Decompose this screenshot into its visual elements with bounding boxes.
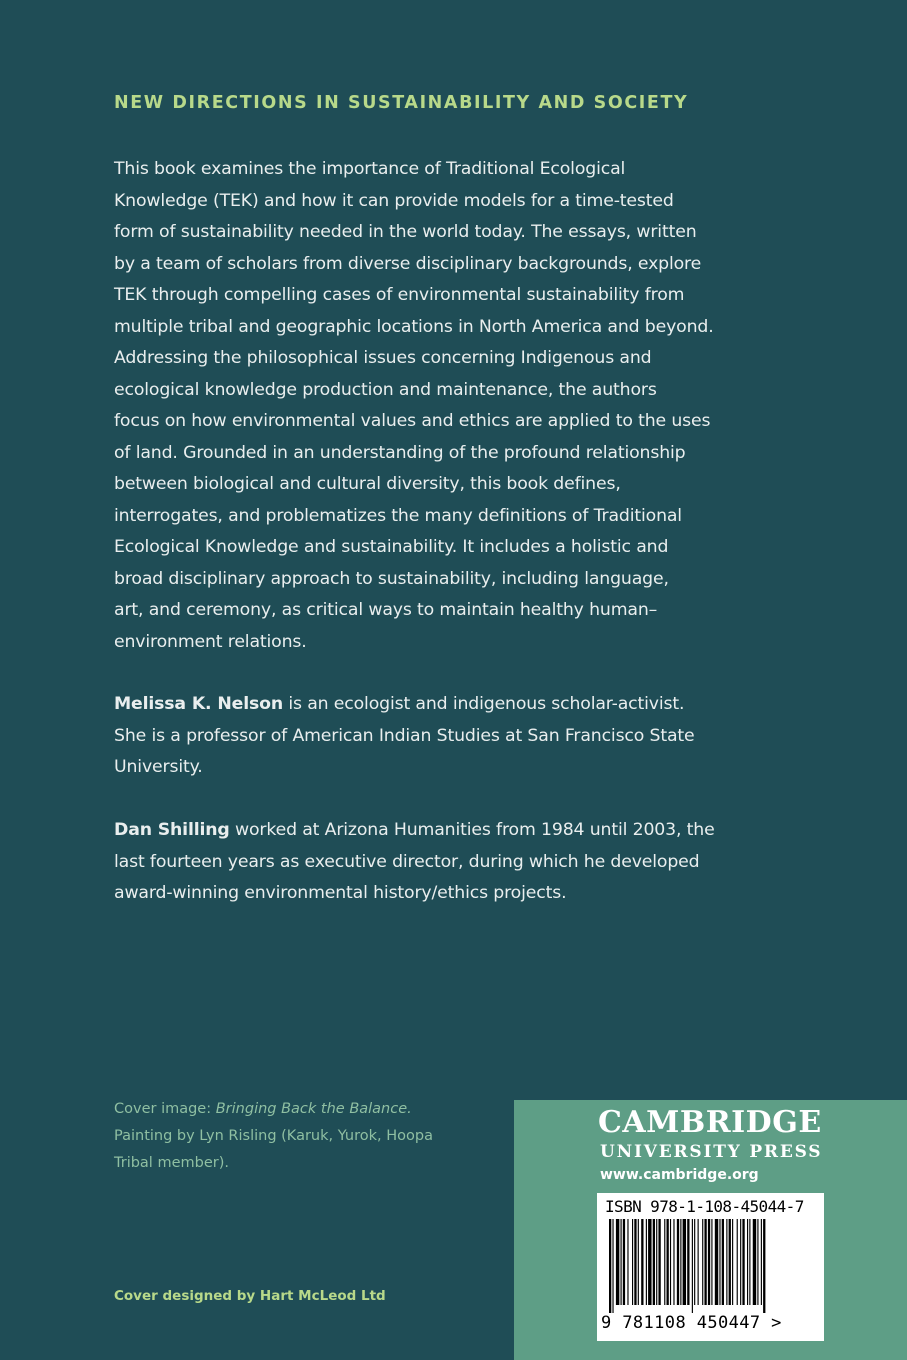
bio-line: award-winning environmental history/ethics projects. bbox=[114, 883, 567, 903]
author-name: Melissa K. Nelson bbox=[114, 694, 284, 714]
credit-line bbox=[114, 1096, 474, 1123]
bio-line: University. bbox=[114, 757, 203, 777]
description-line: art, and ceremony, as critical ways to maintain healthy human– bbox=[114, 600, 658, 620]
description-line: ecological knowledge production and maintenance, the authors bbox=[114, 379, 657, 400]
artwork-title: Bringing Back the Balance. bbox=[215, 1101, 412, 1117]
publisher-subtitle: UNIVERSITY PRESS bbox=[600, 1142, 823, 1162]
description-line: form of sustainability needed in the world today. The essays, written bbox=[114, 222, 697, 242]
description-line: This book examines the importance of Traditional Ecological bbox=[114, 159, 626, 179]
description-line: multiple tribal and geographic locations in North America and beyond. bbox=[114, 316, 714, 337]
publisher-panel bbox=[514, 1100, 907, 1360]
isbn-barcode-box bbox=[597, 1193, 824, 1341]
bio-first-line bbox=[114, 815, 734, 847]
description-line: environment relations. bbox=[114, 631, 307, 652]
description-line: of land. Grounded in an understanding of the profound relationship bbox=[114, 442, 686, 463]
author-bio-shilling bbox=[114, 815, 734, 910]
designer-credit: Cover designed by Hart McLeod Ltd bbox=[114, 1288, 386, 1304]
publisher-url: www.cambridge.org bbox=[600, 1167, 759, 1183]
cover-image-credit bbox=[114, 1096, 474, 1177]
credit-line: Tribal member). bbox=[114, 1155, 229, 1171]
description-line: between biological and cultural diversity, this book defines, bbox=[114, 474, 621, 494]
description-line: by a team of scholars from diverse disciplinary backgrounds, explore bbox=[114, 253, 702, 274]
credit-prefix: Cover image: bbox=[114, 1101, 216, 1117]
barcode-icon bbox=[603, 1219, 818, 1313]
isbn-label: ISBN 978-1-108-45044-7 bbox=[605, 1197, 804, 1216]
bio-line: last fourteen years as executive director, during which he developed bbox=[114, 851, 700, 872]
description-line: interrogates, and problematizes the many definitions of Traditional bbox=[114, 505, 682, 526]
description-line: Knowledge (TEK) and how it can provide models for a time-tested bbox=[114, 190, 674, 211]
description-line: Addressing the philosophical issues concerning Indigenous and bbox=[114, 348, 652, 368]
publisher-name: CAMBRIDGE bbox=[598, 1105, 822, 1140]
series-title: NEW DIRECTIONS IN SUSTAINABILITY AND SOCIETY bbox=[114, 93, 689, 113]
author-bio-nelson bbox=[114, 689, 734, 784]
description-line: focus on how environmental values and ethics are applied to the uses bbox=[114, 411, 711, 431]
bio-text: worked at Arizona Humanities from 1984 until 2003, the bbox=[229, 820, 715, 840]
credit-line: Painting by Lyn Risling (Karuk, Yurok, Hoopa bbox=[114, 1128, 433, 1144]
bio-first-line bbox=[114, 689, 734, 721]
bio-line: She is a professor of American Indian Studies at San Francisco State bbox=[114, 725, 695, 746]
description-line: broad disciplinary approach to sustainability, including language, bbox=[114, 568, 669, 589]
book-description bbox=[114, 154, 734, 658]
description-line: TEK through compelling cases of environmental sustainability from bbox=[114, 285, 685, 305]
bio-text: is an ecologist and indigenous scholar-activist. bbox=[283, 694, 685, 714]
barcode-digits: 9 781108 450447 > bbox=[601, 1313, 782, 1333]
description-line: Ecological Knowledge and sustainability. It includes a holistic and bbox=[114, 537, 669, 557]
author-name: Dan Shilling bbox=[114, 820, 230, 840]
